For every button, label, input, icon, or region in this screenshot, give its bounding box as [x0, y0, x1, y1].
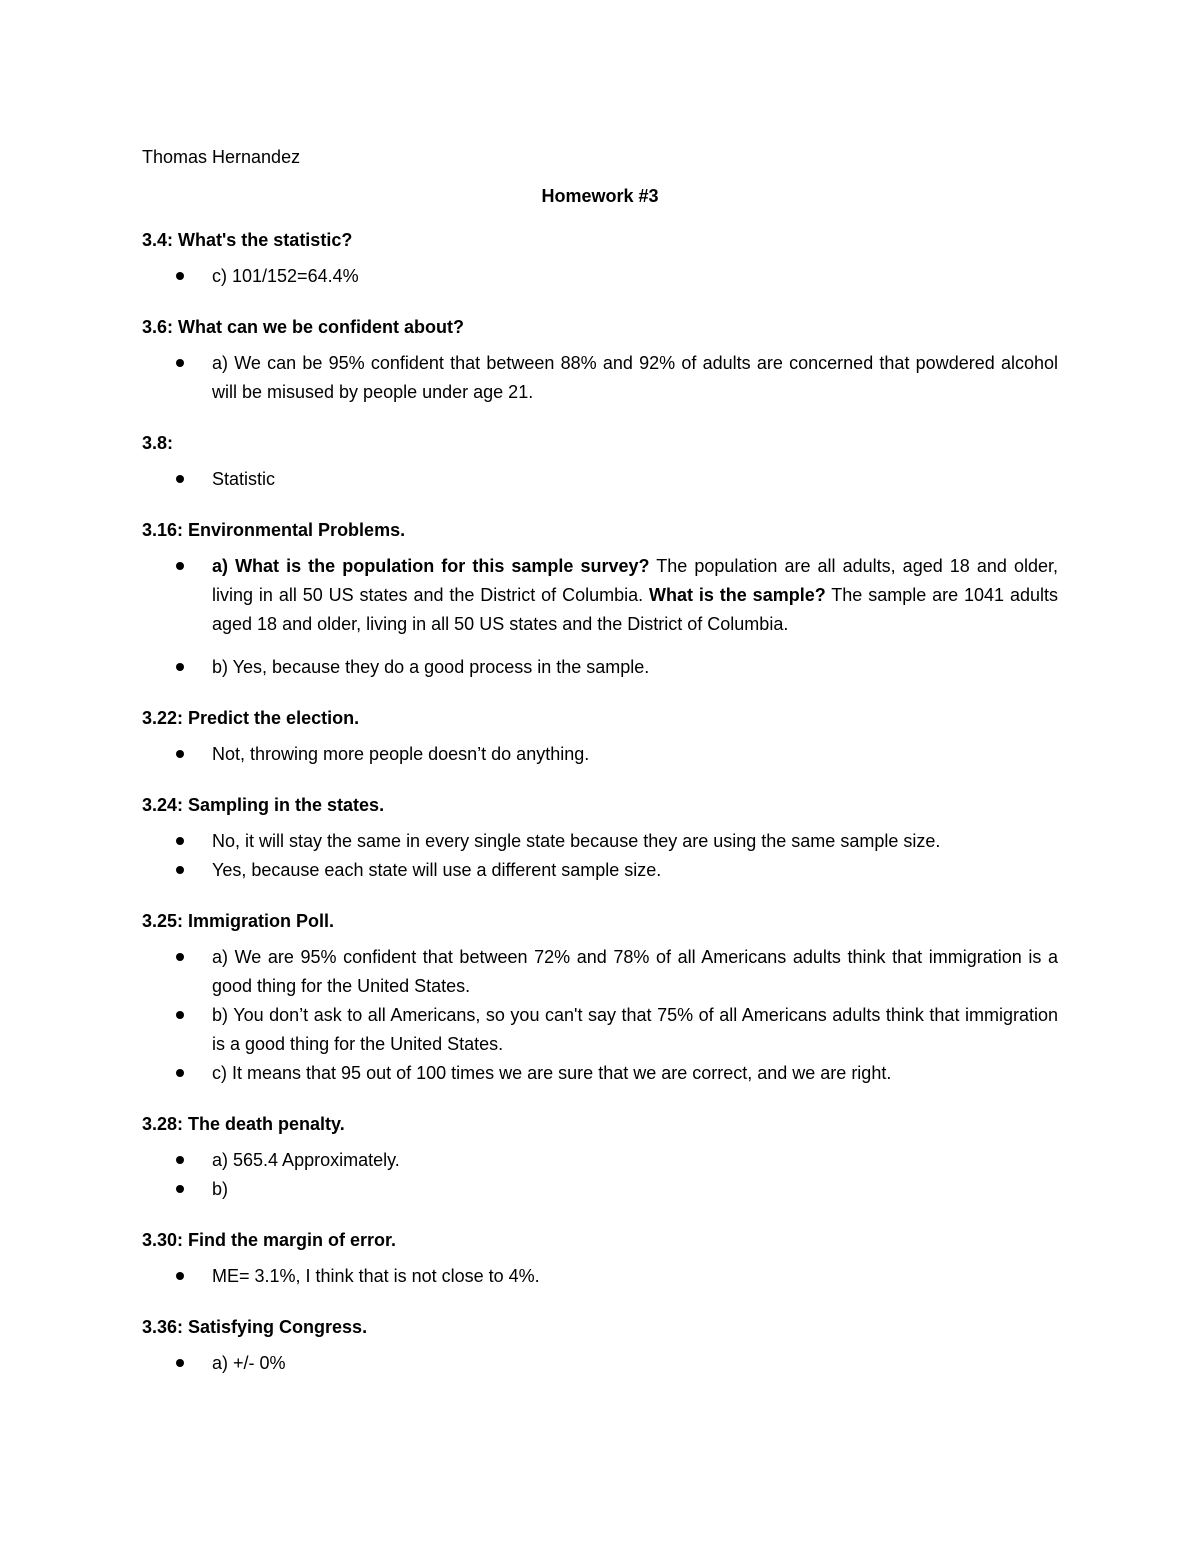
question-text: a) What is the population for this sample survey?: [212, 556, 650, 576]
answer-text: b) You don’t ask to all Americans, so you can't say that 75% of all Americans adults think that immigration is a good thing for the United States.: [212, 1005, 1058, 1054]
bullet-icon: [176, 1359, 184, 1367]
list-item: [142, 552, 1058, 639]
bullet-list: [142, 740, 1058, 769]
list-item: [142, 349, 1058, 407]
section-3-22: [142, 696, 1058, 769]
list-item: [142, 1059, 1058, 1088]
bullet-icon: [176, 750, 184, 758]
section-3-4: [142, 218, 1058, 291]
section-3-28: [142, 1102, 1058, 1204]
section-heading: 3.4: What's the statistic?: [142, 230, 353, 250]
bullet-icon: [176, 866, 184, 874]
answer-text: Yes, because each state will use a different sample size.: [212, 860, 662, 880]
section-heading: 3.30: Find the margin of error.: [142, 1230, 397, 1250]
bullet-list: [142, 1349, 1058, 1378]
answer-text: a) 565.4 Approximately.: [212, 1150, 400, 1170]
bullet-list: [142, 465, 1058, 494]
section-3-25: [142, 899, 1058, 1088]
answer-text: The population are all adults, aged 18 and older, living in all 50 US states and the District of Columbia.: [212, 556, 1058, 605]
list-item: [142, 1349, 1058, 1378]
section-heading: 3.28: The death penalty.: [142, 1114, 345, 1134]
bullet-icon: [176, 953, 184, 961]
list-item: [142, 653, 1058, 682]
answer-text: c) It means that 95 out of 100 times we are sure that we are correct, and we are right.: [212, 1063, 892, 1083]
answer-text: ME= 3.1%, I think that is not close to 4%.: [212, 1266, 540, 1286]
bullet-list: [142, 1262, 1058, 1291]
answer-text: a) We are 95% confident that between 72% and 78% of all Americans adults think that immigration is a good thing for the United States.: [212, 947, 1058, 996]
bullet-icon: [176, 359, 184, 367]
document-title: Homework #3: [541, 186, 659, 206]
bullet-icon: [176, 1069, 184, 1077]
bullet-list: [142, 262, 1058, 291]
bullet-icon: [176, 1185, 184, 1193]
list-item: [142, 1146, 1058, 1175]
document-page: [142, 140, 1058, 1378]
section-heading: 3.22: Predict the election.: [142, 708, 360, 728]
list-item: [142, 1262, 1058, 1291]
section-3-8: [142, 421, 1058, 494]
list-item: [142, 943, 1058, 1001]
answer-text: a) We can be 95% confident that between 88% and 92% of adults are concerned that powdered alcohol will be misused by people under age 21.: [212, 353, 1058, 402]
answer-text: No, it will stay the same in every single state because they are using the same sample size.: [212, 831, 941, 851]
list-item: [142, 262, 1058, 291]
bullet-icon: [176, 1272, 184, 1280]
bullet-list: [142, 1146, 1058, 1204]
bullet-icon: [176, 1011, 184, 1019]
list-item: [142, 1001, 1058, 1059]
bullet-icon: [176, 475, 184, 483]
bullet-icon: [176, 1156, 184, 1164]
list-item: [142, 856, 1058, 885]
list-item: [142, 465, 1058, 494]
answer-text: b) Yes, because they do a good process in the sample.: [212, 657, 650, 677]
section-3-24: [142, 783, 1058, 885]
bullet-list: [142, 943, 1058, 1088]
bullet-icon: [176, 272, 184, 280]
bullet-icon: [176, 663, 184, 671]
section-heading: 3.36: Satisfying Congress.: [142, 1317, 368, 1337]
section-heading: 3.24: Sampling in the states.: [142, 795, 385, 815]
answer-text: a) +/- 0%: [212, 1353, 286, 1373]
answer-text: Not, throwing more people doesn’t do anything.: [212, 744, 590, 764]
section-3-30: [142, 1218, 1058, 1291]
section-3-6: [142, 305, 1058, 407]
section-heading: 3.25: Immigration Poll.: [142, 911, 335, 931]
list-item: [142, 827, 1058, 856]
section-heading: 3.8:: [142, 433, 174, 453]
bullet-icon: [176, 562, 184, 570]
section-3-36: [142, 1305, 1058, 1378]
answer-text: c) 101/152=64.4%: [212, 266, 359, 286]
section-heading: 3.6: What can we be confident about?: [142, 317, 465, 337]
author-name: Thomas Hernandez: [142, 147, 301, 167]
list-item: [142, 1175, 1058, 1204]
bullet-icon: [176, 837, 184, 845]
bullet-list: [142, 349, 1058, 407]
section-heading: 3.16: Environmental Problems.: [142, 520, 406, 540]
answer-text: Statistic: [212, 469, 276, 489]
bullet-list: [142, 827, 1058, 885]
list-item: [142, 740, 1058, 769]
question-text: What is the sample?: [649, 585, 826, 605]
section-3-16: [142, 508, 1058, 682]
answer-text: b): [212, 1179, 229, 1199]
bullet-list: [142, 552, 1058, 682]
answer-text: The sample are 1041 adults aged 18 and older, living in all 50 US states and the District of Columbia.: [212, 585, 1058, 634]
